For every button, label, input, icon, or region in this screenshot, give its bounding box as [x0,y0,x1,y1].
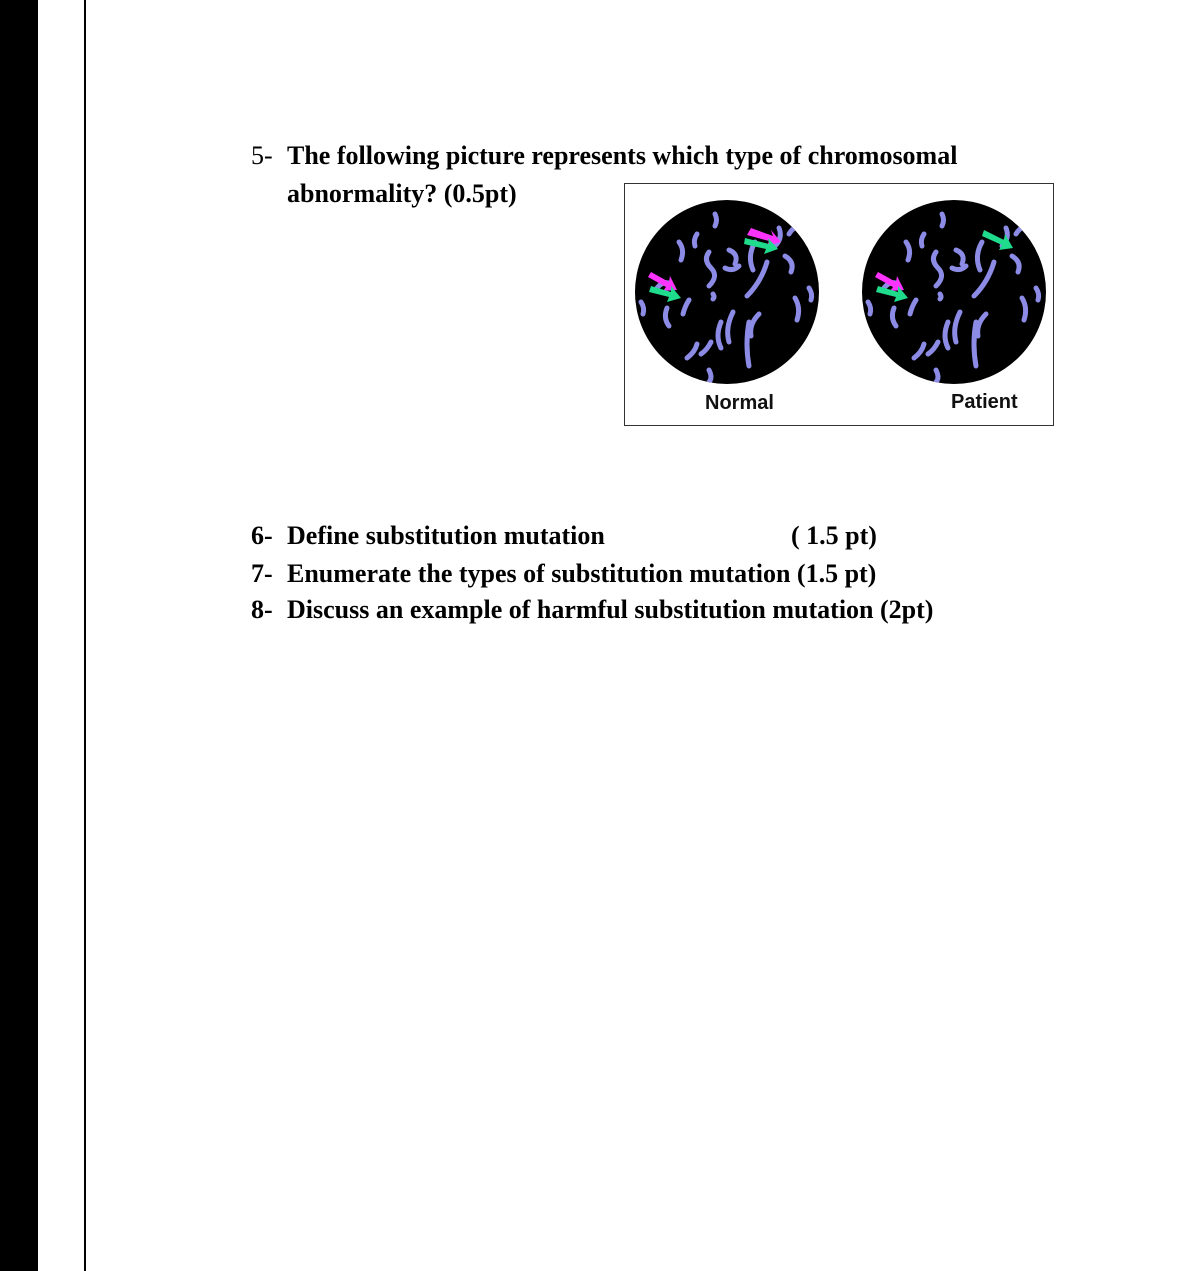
chromosome-figure [624,183,1054,426]
left-margin-rule [84,0,86,1271]
figure-label-patient: Patient [951,391,1018,413]
question-7-text: Enumerate the types of substitution mutation (1.5 pt) [287,559,877,588]
figure-label-normal: Normal [705,392,774,414]
question-8-text: Discuss an example of harmful substitution mutation (2pt) [287,595,934,624]
question-5-text: The following picture represents which type of chromosomal [287,141,958,170]
chromosome-figure-image [625,184,1053,425]
question-5 [251,138,957,174]
question-5-text-line2: abnormality? (0.5pt) [287,179,517,208]
patient-chromosome-circle [862,200,1046,384]
question-6-text: Define substitution mutation [287,521,605,550]
question-7 [251,556,876,592]
question-8 [251,592,933,628]
question-6-points: ( 1.5 pt) [791,521,877,550]
question-8-number: 8- [251,595,273,624]
question-6 [251,518,877,554]
question-7-number: 7- [251,559,273,588]
left-black-margin [0,0,38,1271]
normal-chromosome-circle [635,200,819,384]
question-6-number: 6- [251,521,273,550]
question-5-number: 5- [251,141,273,170]
